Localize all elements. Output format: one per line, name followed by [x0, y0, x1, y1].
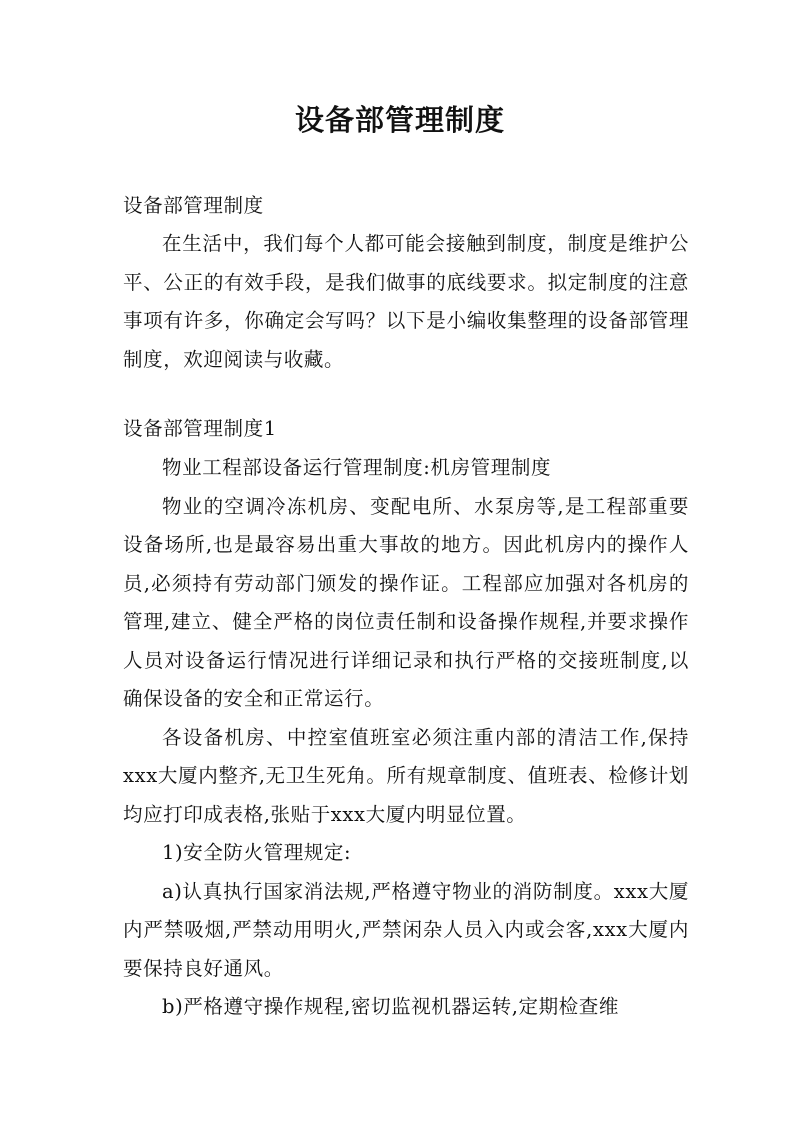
body-paragraph: 各设备机房、中控室值班室必须注重内部的清洁工作,保持xxx大厦内整齐,无卫生死角。所有规章制度、值班表、检修计划均应打印成表格,张贴于xxx大厦内明显位置。 — [123, 725, 689, 826]
section1-body — [123, 449, 689, 1027]
body-paragraph: b)严格遵守操作规程,密切监视机器运转,定期检查维 — [162, 995, 619, 1018]
intro-heading: 设备部管理制度 — [123, 194, 264, 217]
body-paragraph: 1)安全防火管理规定: — [162, 841, 352, 864]
section1-subheading: 物业工程部设备运行管理制度:机房管理制度 — [162, 456, 552, 479]
section1-heading: 设备部管理制度1 — [123, 417, 277, 440]
intro-section — [123, 225, 689, 379]
intro-paragraph: 在生活中，我们每个人都可能会接触到制度，制度是维护公平、公正的有效手段，是我们做事的底线要求。拟定制度的注意事项有许多，你确定会写吗？以下是小编收集整理的设备部管理制度，欢迎阅读与收藏。 — [123, 232, 689, 371]
body-paragraph: a)认真执行国家消法规,严格遵守物业的消防制度。xxx大厦内严禁吸烟,严禁动用明火,严禁闲杂人员入内或会客,xxx大厦内要保持良好通风。 — [123, 879, 689, 980]
document-title: 设备部管理制度 — [294, 103, 505, 137]
body-paragraph: 物业的空调冷冻机房、变配电所、水泵房等,是工程部重要设备场所,也是最容易出重大事故的地方。因此机房内的操作人员,必须持有劳动部门颁发的操作证。工程部应加强对各机房的管理,建立、健全严格的岗位责任制和设备操作规程,并要求操作人员对设备运行情况进行详细记录和执行严格的交接班制度,以确保设备的安全和正常运行。 — [123, 494, 689, 710]
